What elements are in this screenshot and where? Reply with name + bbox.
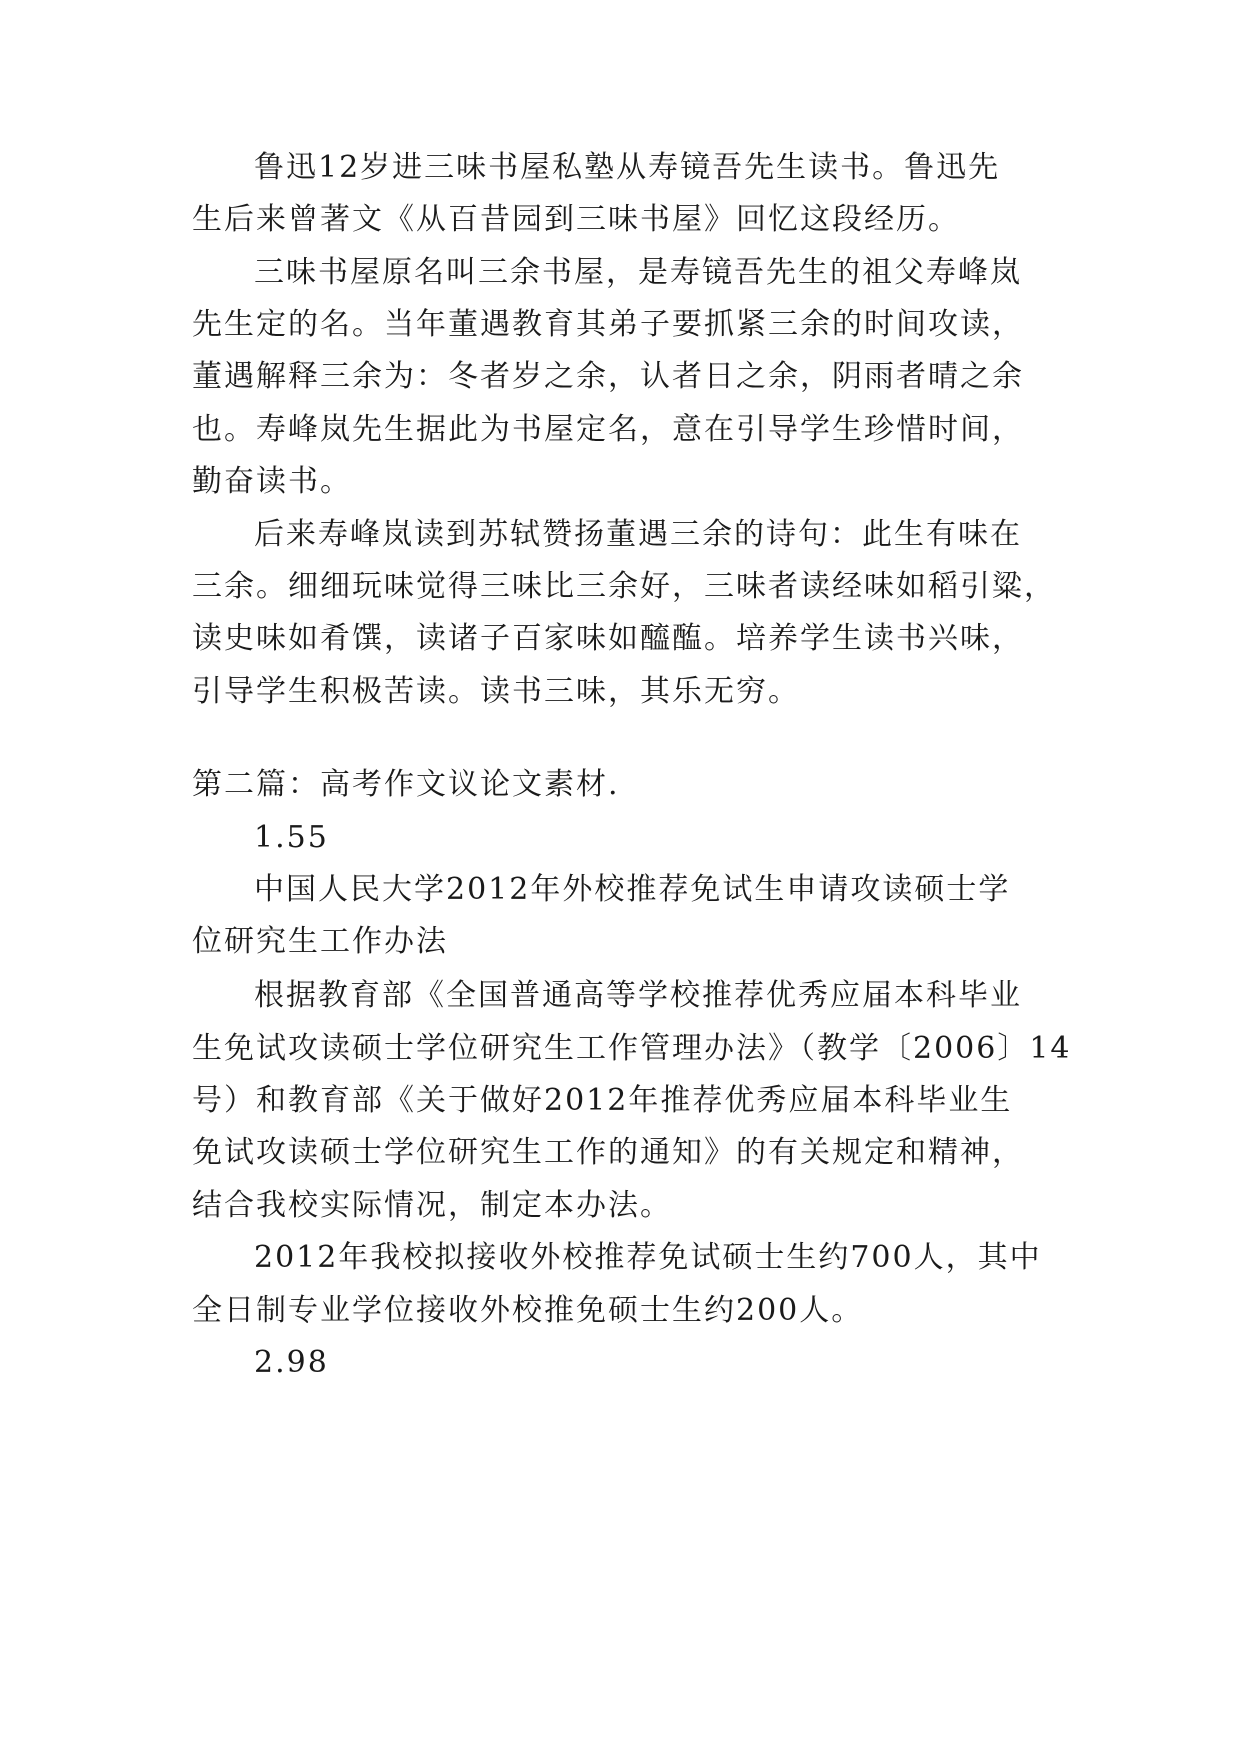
paragraph-line: 鲁迅12岁进三味书屋私塾从寿镜吾先生读书。鲁迅先 xyxy=(254,150,1001,185)
paragraph-line: 勤奋读书。 xyxy=(192,464,352,499)
paragraph-line: 免试攻读硕士学位研究生工作的通知》的有关规定和精神， xyxy=(192,1135,1024,1170)
paragraph-line: 先生定的名。当年董遇教育其弟子要抓紧三余的时间攻读， xyxy=(192,307,1024,342)
paragraph-line: 也。寿峰岚先生据此为书屋定名，意在引导学生珍惜时间， xyxy=(192,412,1024,447)
paragraph-line: 中国人民大学2012年外校推荐免试生申请攻读硕士学 xyxy=(254,872,1011,907)
paragraph-line: 生后来曾著文《从百昔园到三味书屋》回忆这段经历。 xyxy=(192,202,960,237)
section-number: 2.98 xyxy=(254,1345,329,1380)
paragraph-line: 读史味如肴馔，读诸子百家味如醯醢。培养学生读书兴味， xyxy=(192,621,1024,656)
section-number: 1.55 xyxy=(254,820,329,855)
paragraph-line: 2012年我校拟接收外校推荐免试硕士生约700人，其中 xyxy=(254,1240,1042,1275)
paragraph-line: 引导学生积极苦读。读书三味，其乐无穷。 xyxy=(192,674,800,709)
section-heading: 第二篇：高考作文议论文素材. xyxy=(192,767,620,802)
paragraph-line: 三味书屋原名叫三余书屋，是寿镜吾先生的祖父寿峰岚 xyxy=(254,255,1022,290)
paragraph-line: 位研究生工作办法 xyxy=(192,924,448,959)
paragraph-line: 董遇解释三余为：冬者岁之余，认者日之余，阴雨者晴之余 xyxy=(192,359,1024,394)
paragraph-line: 号）和教育部《关于做好2012年推荐优秀应届本科毕业生 xyxy=(192,1083,1013,1118)
paragraph-line: 三余。细细玩味觉得三味比三余好，三味者读经味如稻引粱， xyxy=(192,569,1056,604)
paragraph-line: 全日制专业学位接收外校推免硕士生约200人。 xyxy=(192,1293,864,1328)
paragraph-line: 生免试攻读硕士学位研究生工作管理办法》（教学〔2006〕14 xyxy=(192,1031,1072,1066)
paragraph-line: 结合我校实际情况，制定本办法。 xyxy=(192,1188,672,1223)
paragraph-line: 后来寿峰岚读到苏轼赞扬董遇三余的诗句：此生有味在 xyxy=(254,517,1022,552)
paragraph-line: 根据教育部《全国普通高等学校推荐优秀应届本科毕业 xyxy=(254,978,1022,1013)
document-page xyxy=(192,0,1072,1754)
